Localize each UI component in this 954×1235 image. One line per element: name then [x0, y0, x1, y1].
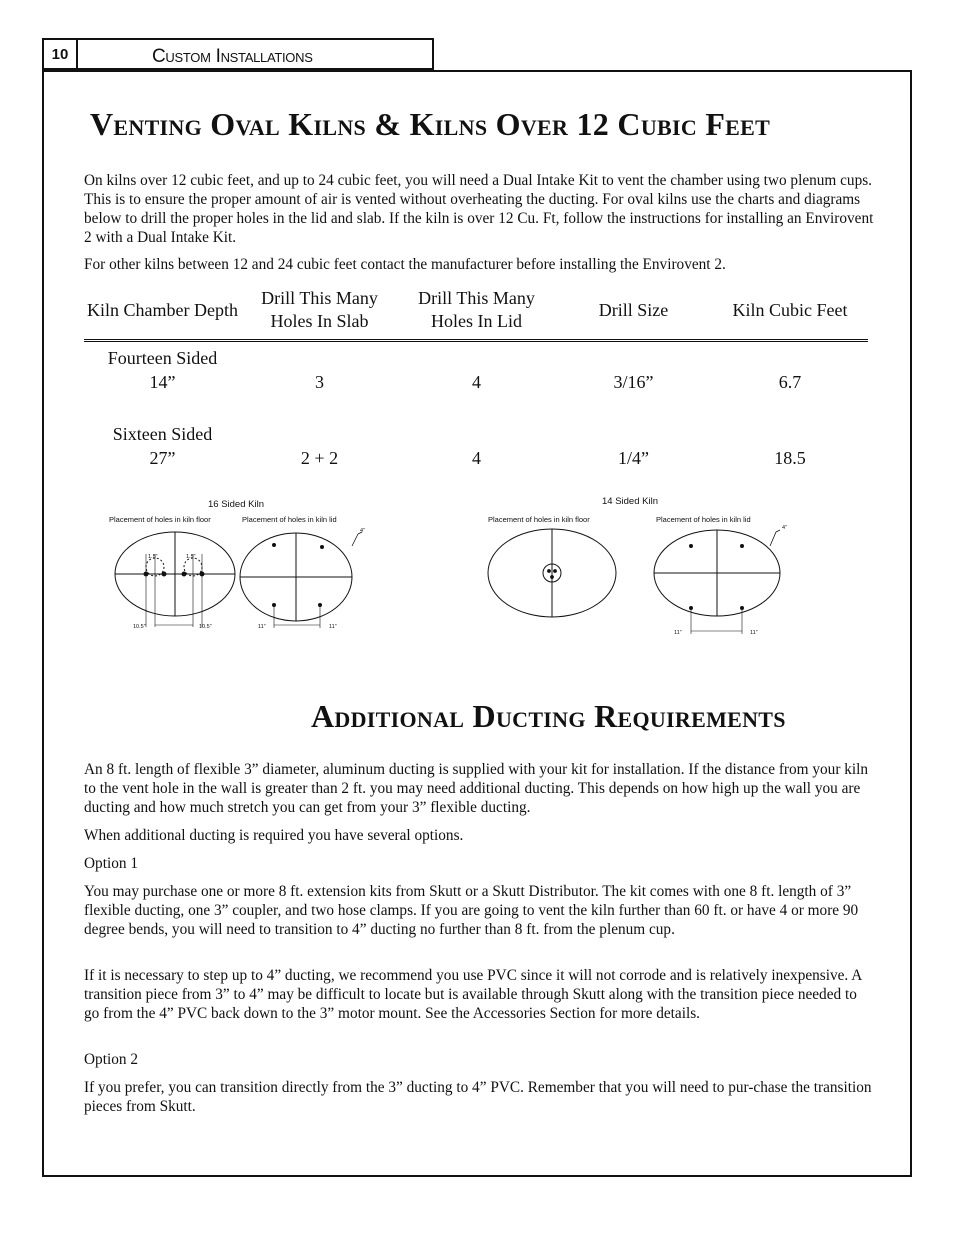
fourteen-sided-kiln-diagram — [480, 490, 800, 645]
dimension-label: 4” — [360, 528, 365, 534]
table-row — [84, 370, 868, 394]
floor-caption: Placement of holes in kiln floor — [488, 515, 590, 524]
floor-caption: Placement of holes in kiln floor — [109, 515, 211, 524]
dimension-label: 4” — [782, 525, 787, 531]
column-header: Drill This Many Holes In Lid — [398, 287, 555, 341]
table-row — [84, 446, 868, 470]
option-2-label: Option 2 — [84, 1051, 138, 1068]
dimension-label: 10.5” — [199, 624, 212, 630]
column-header: Kiln Cubic Feet — [712, 287, 868, 341]
venting-paragraph-2: For other kilns between 12 and 24 cubic feet contact the manufacturer before installing the Envirovent 2. — [84, 256, 726, 273]
dimension-label: 11” — [674, 630, 682, 636]
column-header: Drill Size — [555, 287, 712, 341]
chamber-depth-cell: 14” — [149, 372, 176, 392]
ducting-paragraph-option-2: If you prefer, you can transition directly from the 3” ducting to 4” PVC. Remember that you will need to pur-chase the transition pieces from Skutt. — [84, 1079, 872, 1115]
section-header-tab — [42, 38, 434, 70]
table-row-label — [84, 346, 868, 370]
kiln-type-label: Fourteen Sided — [107, 348, 218, 368]
slab-holes-cell: 3 — [315, 372, 324, 392]
kiln-type-label: Sixteen Sided — [112, 424, 213, 444]
column-header: Kiln Chamber Depth — [84, 287, 241, 341]
cubic-feet-cell: 18.5 — [774, 448, 806, 468]
dimension-label: 11” — [329, 624, 337, 630]
option-1-label: Option 1 — [84, 855, 138, 872]
ducting-paragraph-option-1: You may purchase one or more 8 ft. extension kits from Skutt or a Skutt Distributor. The kit comes with one 8 ft. length of 3” flexible ducting, one 3” coupler, and two hose clamps. If you are going to vent the kiln further than 60 ft. or have 4 or more 90 degree bends, you will need to transition to 4” ducting no further than 8 ft. from the plenum cup. — [84, 883, 859, 938]
slab-holes-cell: 2 + 2 — [300, 448, 339, 468]
dimension-label: 11” — [750, 630, 758, 636]
dimension-label: 1.5” — [148, 554, 158, 560]
table-row-label — [84, 422, 868, 446]
ducting-heading: Additional Ducting Requirements — [311, 698, 786, 734]
ducting-paragraph-2: When additional ducting is required you have several options. — [84, 827, 464, 844]
cubic-feet-cell: 6.7 — [778, 372, 802, 392]
dimension-label: 1.5” — [186, 554, 196, 560]
lid-caption: Placement of holes in kiln lid — [656, 515, 751, 524]
diagram-title: 14 Sided Kiln — [602, 496, 658, 507]
chamber-depth-cell: 27” — [149, 448, 176, 468]
lid-oval — [240, 532, 362, 628]
diagram-title: 16 Sided Kiln — [208, 499, 264, 510]
dimension-label: 11” — [258, 624, 266, 630]
lid-caption: Placement of holes in kiln lid — [242, 515, 337, 524]
drill-size-cell: 1/4” — [618, 448, 649, 468]
dimension-label: 10.5” — [133, 624, 146, 630]
lid-holes-cell: 4 — [472, 448, 481, 468]
venting-paragraph-1: On kilns over 12 cubic feet, and up to 24 cubic feet, you will need a Dual Intake Kit to vent the chamber using two plenum cups. This is to ensure the proper amount of air is vented without overheating the ducting. For oval kilns use the charts and diagrams below to drill the proper holes in the lid and slab. If the kiln is over 12 Cu. Ft, follow the instructions for installing an Envirovent 2 with a Dual Intake Kit. — [84, 172, 874, 246]
table-header-row — [84, 287, 868, 341]
ducting-paragraph-pvc: If it is necessary to step up to 4” ducting, we recommend you use PVC since it will not corrode and is relatively inexpensive. A transition piece from 3” to 4” may be difficult to locate but is available through Skutt along with the transition piece needed to go from the 4” PVC back down to the 3” motor mount. See the Accessories Section for more details. — [84, 967, 862, 1022]
sixteen-sided-kiln-diagram — [100, 492, 380, 642]
floor-oval — [115, 532, 235, 627]
drill-size-cell: 3/16” — [613, 372, 654, 392]
drill-spec-table — [84, 287, 868, 470]
lid-oval — [654, 530, 780, 634]
column-header: Drill This Many Holes In Slab — [241, 287, 398, 341]
lid-holes-cell: 4 — [472, 372, 481, 392]
floor-oval — [488, 529, 616, 617]
page-number: 10 — [44, 40, 78, 68]
ducting-paragraph-1: An 8 ft. length of flexible 3” diameter, aluminum ducting is supplied with your kit for installation. If the distance from your kiln to the vent hole in the wall is greater than 2 ft. you may need additional ducting. This depends on how high up the wall you are ducting and how much stretch you can get from your 3” flexible ducting. — [84, 761, 869, 816]
venting-heading: Venting Oval Kilns & Kilns Over 12 Cubic Feet — [90, 106, 771, 142]
section-title: Custom Installations — [152, 46, 313, 67]
